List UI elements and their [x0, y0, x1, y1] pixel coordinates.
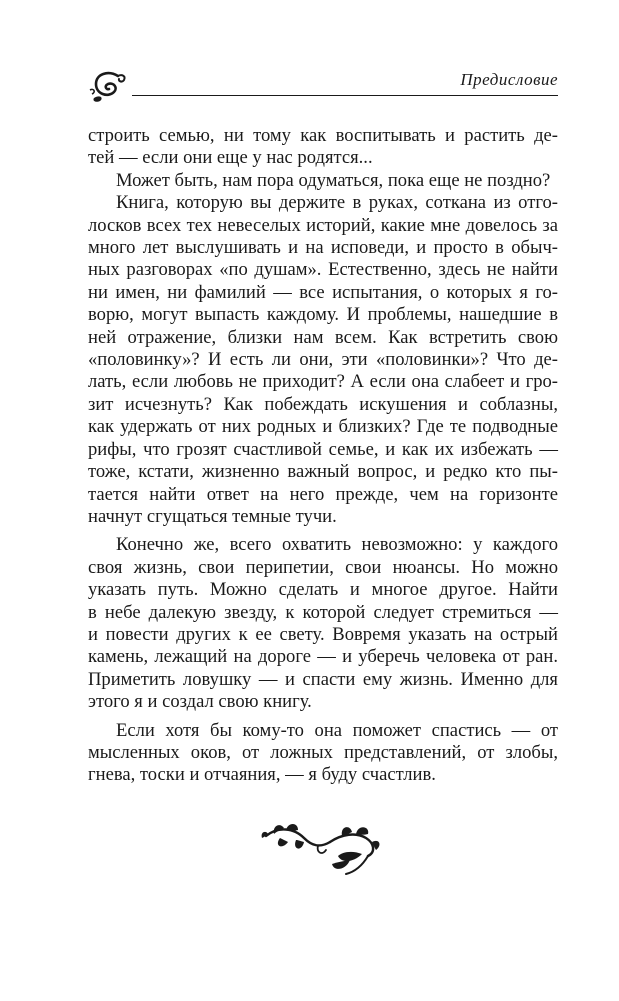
paragraph-2	[88, 170, 558, 192]
text-line: лосков всех тех невеселых историй, какие мне довелось за	[88, 214, 558, 236]
text-line: ней отражение, близки нам всем. Как встретить свою	[88, 326, 558, 348]
paragraph-5	[88, 720, 558, 787]
text-line: гнева, тоски и отчаяния, — я буду счастлив.	[88, 764, 436, 786]
text-line: как удержать от них родных и близких? Где те подводные	[88, 416, 558, 438]
text-line: начнут сгущаться темные тучи.	[88, 505, 337, 527]
text-line: зит исчезнуть? Как побеждать искушения и соблазны,	[88, 393, 558, 415]
text-line: «половинку»? И есть ли они, эти «половинки»? Что де-	[88, 349, 558, 371]
header-rule	[132, 95, 558, 96]
text-line: строить семью, ни тому как воспитывать и растить де-	[88, 125, 558, 146]
text-line: тается найти ответ на него прежде, чем на горизонте	[88, 483, 558, 505]
body-text	[88, 125, 558, 787]
paragraph-3	[88, 192, 558, 528]
vine-flourish-icon	[258, 818, 382, 876]
text-line: тоже, кстати, жизненно важный вопрос, и редко кто пы-	[88, 461, 558, 483]
text-line: и повести других к ее свету. Вовремя указать на острый	[88, 623, 558, 645]
text-line: ных разговорах «по душам». Естественно, здесь не найти	[88, 259, 558, 281]
text-line: этого я и создал свою книгу.	[88, 691, 312, 713]
text-line: Книга, которую вы держите в руках, соткана из отго-	[116, 192, 558, 214]
text-line: ворю, могут выпасть каждому. И проблемы, нашедшие в	[88, 304, 558, 326]
flourish-icon	[88, 68, 132, 104]
text-line: камень, лежащий на дороге — и уберечь человека от ран.	[88, 646, 558, 668]
text-line: ни имен, ни фамилий — все испытания, о которых я го-	[88, 281, 558, 303]
text-line: Если хотя бы кому-то она поможет спастись — от	[116, 719, 558, 741]
running-header	[88, 60, 558, 120]
text-line: много лет выслушивать и на исповеди, и просто в обыч-	[88, 237, 558, 259]
text-line: мысленных оков, от ложных представлений, от злобы,	[88, 741, 558, 763]
text-line: лать, если любовь не приходит? А если она слабеет и гро-	[88, 371, 558, 393]
paragraph-1	[88, 125, 558, 170]
text-line: указать путь. Можно сделать и многое другое. Найти	[88, 579, 558, 601]
paragraph-4	[88, 534, 558, 713]
text-line: в небе далекую звезду, к которой следует стремиться —	[88, 601, 558, 623]
text-line: тей — если они еще у нас родятся...	[88, 147, 373, 169]
text-line: Конечно же, всего охватить невозможно: у каждого	[116, 534, 558, 556]
text-line: Приметить ловушку — и спасти ему жизнь. Именно для	[88, 668, 558, 690]
text-line: рифы, что грозят счастливой семье, и как их избежать —	[88, 438, 558, 460]
text-line: своя жизнь, свои перипетии, свои нюансы. Но можно	[88, 556, 558, 578]
text-line: Может быть, нам пора одуматься, пока еще не поздно?	[116, 169, 551, 191]
section-title: Предисловие	[460, 70, 558, 89]
